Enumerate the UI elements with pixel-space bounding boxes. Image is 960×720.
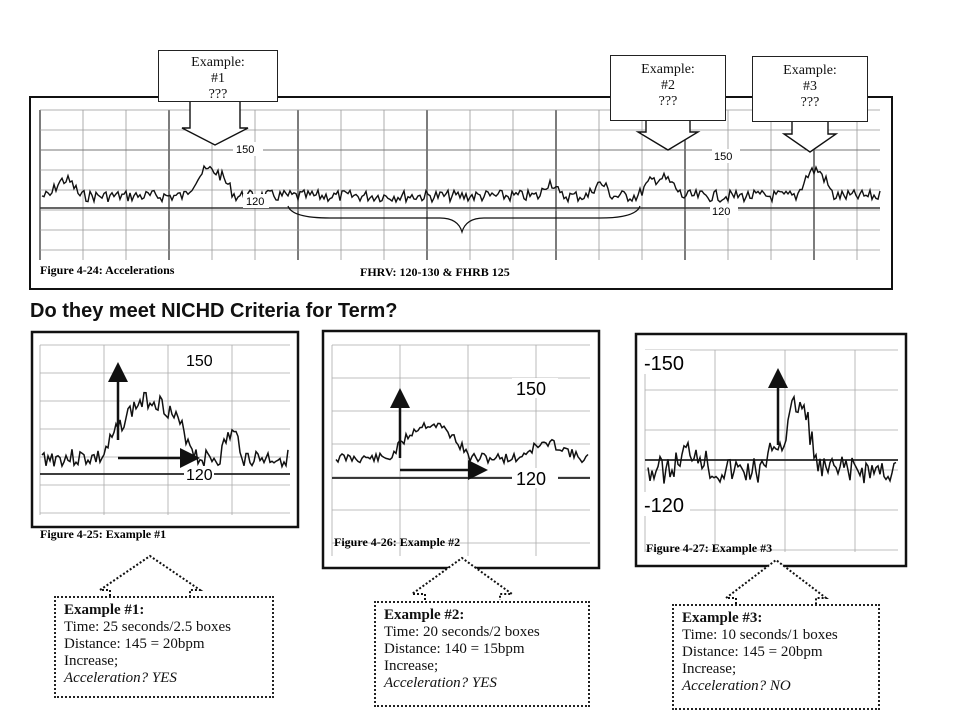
example-3-distance: Distance: 145 = 20bpm [682, 644, 823, 660]
panel-1-label-120: 120 [186, 467, 213, 484]
callout-3-line1: Example: [783, 63, 837, 78]
example-3-title: Example #3: [682, 610, 763, 626]
main-strip [30, 97, 892, 289]
panel-1-frame [32, 332, 298, 527]
panel-3-caption: Figure 4-27: Example #3 [646, 541, 773, 555]
pointer-arrow-1 [100, 556, 200, 596]
callout-3-line2: #3 [803, 79, 817, 94]
callout-2-line2: #2 [661, 78, 675, 93]
panel-1-caption: Figure 4-25: Example #1 [40, 527, 167, 541]
panel-3-label-150: -150 [644, 353, 685, 375]
example-1-increase: Increase; [64, 653, 119, 669]
example-3-answer: Acceleration? NO [682, 678, 791, 694]
panel-1-label-150: 150 [186, 353, 213, 370]
callout-1-line3: ??? [208, 87, 228, 102]
example-1-distance: Distance: 145 = 20bpm [64, 636, 205, 652]
example-1-answer: Acceleration? YES [64, 670, 177, 686]
main-label-150-right: 150 [714, 151, 733, 163]
example-3-box [672, 604, 880, 710]
main-label-150: 150 [236, 144, 255, 156]
main-label-120-left: 120 [246, 196, 265, 208]
example-2-distance: Distance: 140 = 15bpm [384, 641, 525, 657]
example-2-time: Time: 20 seconds/2 boxes [384, 624, 540, 640]
callout-example-3 [752, 56, 868, 122]
example-2-box [374, 601, 590, 707]
example-1-title: Example #1: [64, 602, 145, 618]
example-2-increase: Increase; [384, 658, 439, 674]
callout-example-2 [610, 55, 726, 121]
callout-2-line1: Example: [641, 62, 695, 77]
example-1-time: Time: 25 seconds/2.5 boxes [64, 619, 231, 635]
main-strip-frame [30, 97, 892, 289]
example-3-time: Time: 10 seconds/1 boxes [682, 627, 838, 643]
callout-2-line3: ??? [658, 94, 678, 109]
panel-1 [32, 332, 298, 527]
callout-1-line2: #1 [211, 71, 225, 86]
example-2-answer: Acceleration? YES [384, 675, 497, 691]
callout-example-1 [158, 50, 278, 102]
example-2-title: Example #2: [384, 607, 465, 623]
panel-2-label-150: 150 [516, 379, 547, 399]
panel-2-caption: Figure 4-26: Example #2 [334, 535, 461, 549]
fhrv-text: FHRV: 120-130 & FHRB 125 [360, 265, 510, 279]
example-1-box [54, 596, 274, 698]
panel-2 [323, 331, 599, 568]
main-label-120-right: 120 [712, 206, 731, 218]
main-strip-caption: Figure 4-24: Accelerations [40, 263, 175, 277]
criteria-heading: Do they meet NICHD Criteria for Term? [30, 300, 398, 322]
callout-1-line1: Example: [191, 55, 245, 70]
panel-3-label-120: -120 [644, 495, 685, 517]
callout-3-line3: ??? [800, 95, 820, 110]
panel-3 [636, 334, 906, 566]
example-3-increase: Increase; [682, 661, 737, 677]
panel-2-label-120: 120 [516, 469, 547, 489]
